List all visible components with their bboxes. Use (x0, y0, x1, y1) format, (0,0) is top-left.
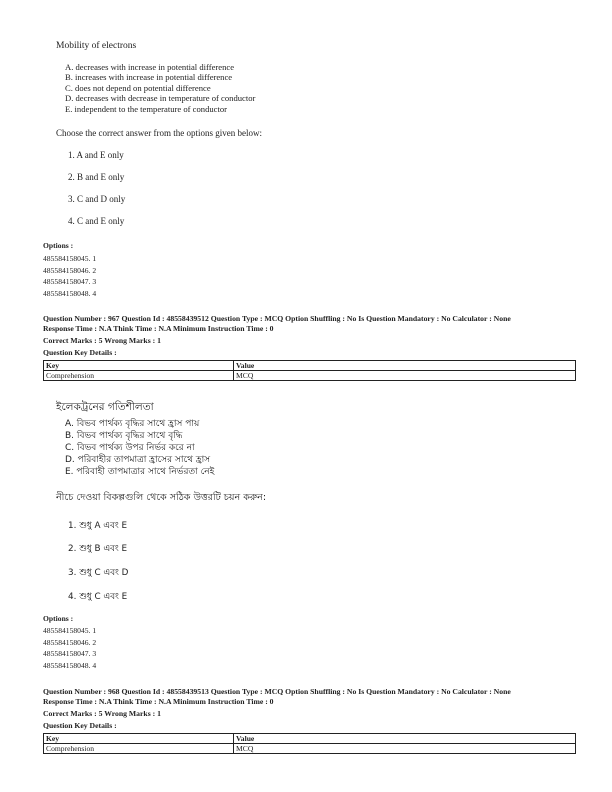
question-meta-line: Question Number : 968 Question Id : 48558439513 Question Type : MCQ Option Shuffling : No Is Question Mandatory : No Calculator : None (43, 687, 511, 696)
table-row (44, 744, 576, 754)
key-details-label: Question Key Details : (43, 721, 117, 730)
question-title: Mobility of electrons (56, 41, 137, 51)
table-header-value: Value (234, 734, 576, 744)
option-id: 485584158045. 1 (43, 254, 97, 263)
question-timing-line: Response Time : N.A Think Time : N.A Minimum Instruction Time : 0 (43, 324, 274, 333)
options-label: Options : (43, 614, 74, 623)
table-cell-key: Comprehension (44, 371, 234, 381)
option-id: 485584158047. 3 (43, 277, 97, 286)
question-meta-line: Question Number : 967 Question Id : 48558439512 Question Type : MCQ Option Shuffling : No Is Question Mandatory : No Calculator : None (43, 314, 511, 323)
option-id: 485584158046. 2 (43, 637, 97, 647)
question-meta (43, 687, 573, 707)
option-id: 485584158046. 2 (43, 265, 97, 275)
option-2: 2. B and E only (68, 172, 125, 182)
option-id-list (43, 253, 96, 299)
statement-c-bn: C. বিভব পার্থক্য উপর নির্ভর করে না (65, 443, 195, 453)
table-header-key: Key (44, 734, 234, 744)
choose-instruction-bn: নীচে দেওয়া বিকল্পগুলি থেকে সঠিক উত্তরটি চয়ন করুন: (56, 492, 267, 503)
statement-d-bn: D. পরিবাহীর তাপমাত্রা হ্রাসের সাথে হ্রাস (65, 455, 211, 465)
key-details-table (43, 733, 576, 754)
option-id: 485584158048. 4 (43, 660, 97, 670)
choose-instruction: Choose the correct answer from the options given below: (56, 128, 262, 138)
marks-line: Correct Marks : 5 Wrong Marks : 1 (43, 709, 161, 718)
option-2-bn: 2. শুধু B এবং E (68, 544, 128, 554)
option-1: 1. A and E only (68, 150, 124, 160)
table-cell-key: Comprehension (44, 744, 234, 754)
statement-list (65, 62, 255, 114)
table-cell-value: MCQ (234, 371, 576, 381)
statement-a-bn: A. বিভব পার্থক্য বৃদ্ধির সাথে হ্রাস পায় (65, 419, 200, 429)
marks-line: Correct Marks : 5 Wrong Marks : 1 (43, 336, 161, 345)
statement-list-bn (65, 418, 214, 478)
statement-d: D. decreases with decrease in temperature of conductor (65, 93, 256, 104)
option-4: 4. C and E only (68, 216, 125, 226)
option-id-list (43, 625, 96, 671)
options-label: Options : (43, 241, 74, 250)
question-timing-line: Response Time : N.A Think Time : N.A Minimum Instruction Time : 0 (43, 697, 274, 706)
key-details-label: Question Key Details : (43, 348, 117, 357)
table-row (44, 371, 576, 381)
question-meta (43, 314, 573, 334)
statement-e-bn: E. পরিবাহী তাপমাত্রার সাথে নির্ভরতা নেই (65, 467, 215, 477)
statement-b: B. increases with increase in potential difference (65, 72, 233, 83)
option-4-bn: 4. শুধু C এবং E (68, 592, 128, 602)
table-header-row (44, 734, 576, 744)
question-title-bn: ইলেকট্রনের গতিশীলতা (56, 401, 154, 413)
statement-c: C. does not depend on potential difference (65, 82, 211, 93)
table-header-row (44, 361, 576, 371)
table-header-key: Key (44, 361, 234, 371)
statement-a: A. decreases with increase in potential difference (65, 62, 235, 72)
table-header-value: Value (234, 361, 576, 371)
option-3-bn: 3. শুধু C এবং D (68, 568, 129, 578)
statement-e: E. independent to the temperature of conductor (65, 103, 228, 114)
table-cell-value: MCQ (234, 744, 576, 754)
statement-b-bn: B. বিভব পার্থক্য বৃদ্ধির সাথে বৃদ্ধি (65, 431, 183, 441)
option-id: 485584158045. 1 (43, 626, 97, 635)
key-details-table (43, 360, 576, 381)
option-1-bn: 1. শুধু A এবং E (68, 521, 128, 531)
option-3: 3. C and D only (68, 194, 126, 204)
option-id: 485584158047. 3 (43, 649, 97, 658)
option-id: 485584158048. 4 (43, 288, 97, 298)
